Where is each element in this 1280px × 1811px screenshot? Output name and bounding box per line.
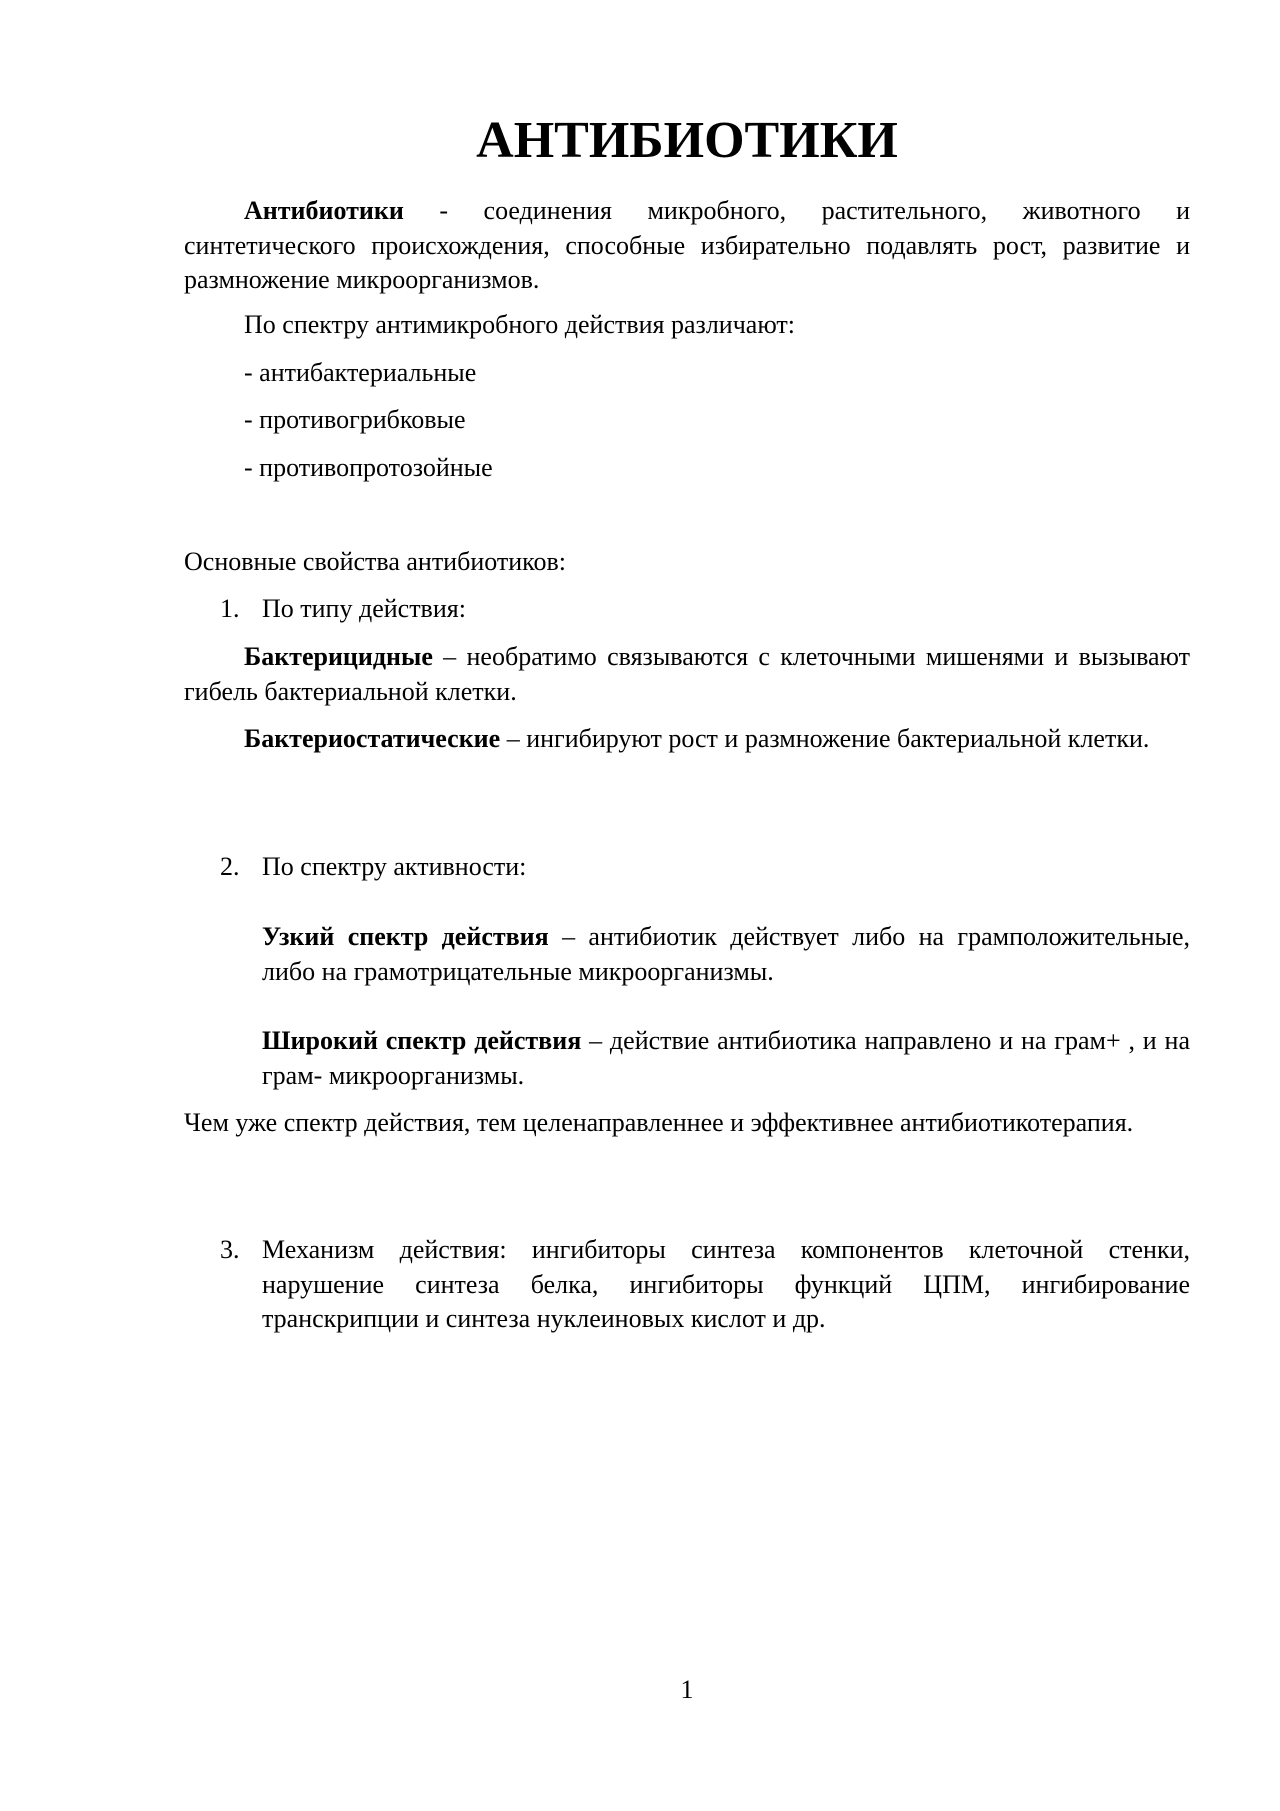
broad-spectrum-term: Широкий спектр действия (262, 1026, 582, 1055)
broad-spectrum-paragraph (262, 1024, 1190, 1093)
list-number-3: 3. (220, 1235, 240, 1264)
properties-heading: Основные свойства антибиотиков: (184, 547, 566, 576)
bactericidal-term: Бактерицидные (244, 642, 433, 671)
list-number-2: 2. (220, 852, 240, 881)
narrow-spectrum-text: – антибиотик действует либо на грамположительные, либо на грамотрицательные микроорганизмы. (262, 922, 1190, 986)
narrow-spectrum-term: Узкий спектр действия (262, 922, 549, 951)
spectrum-type-item: - противогрибковые (244, 405, 466, 434)
definition-paragraph (184, 194, 1190, 298)
bacteriostatic-term: Бактериостатические (244, 724, 501, 753)
page-number: 1 (680, 1675, 694, 1704)
spectrum-intro: По спектру антимикробного действия различают: (244, 310, 796, 339)
spectrum-type-item: - противопротозойные (244, 453, 493, 482)
document-title: АНТИБИОТИКИ (476, 112, 898, 169)
spectrum-note: Чем уже спектр действия, тем целенаправленнее и эффективнее антибиотикотерапия. (184, 1108, 1134, 1137)
broad-spectrum-text: – действие антибиотика направлено и на грам+ , и на грам- микроорганизмы. (262, 1026, 1190, 1090)
bacteriostatic-paragraph (184, 722, 1190, 757)
document-page (184, 0, 1190, 1811)
bactericidal-paragraph (184, 640, 1190, 709)
definition-text: - соединения микробного, растительного, животного и синтетического происхождения, способные избирательно подавлять рост, развитие и размножение микроорганизмов. (184, 196, 1190, 294)
bactericidal-text: – необратимо связываются с клеточными мишенями и вызывают гибель бактериальной клетки. (184, 642, 1190, 706)
spectrum-type-item: - антибактериальные (244, 358, 477, 387)
list-number-1: 1. (220, 594, 240, 623)
property-type-label: По типу действия: (262, 594, 466, 623)
definition-term: Антибиотики (244, 196, 404, 225)
property-spectrum-label: По спектру активности: (262, 852, 527, 881)
narrow-spectrum-paragraph (262, 920, 1190, 989)
bacteriostatic-text: – ингибируют рост и размножение бактериальной клетки. (500, 724, 1150, 753)
mechanism-paragraph: Механизм действия: ингибиторы синтеза компонентов клеточной стенки, нарушение синтеза белка, ингибиторы функций ЦПМ, ингибирование транскрипции и синтеза нуклеиновых кислот и др. (262, 1235, 1190, 1333)
